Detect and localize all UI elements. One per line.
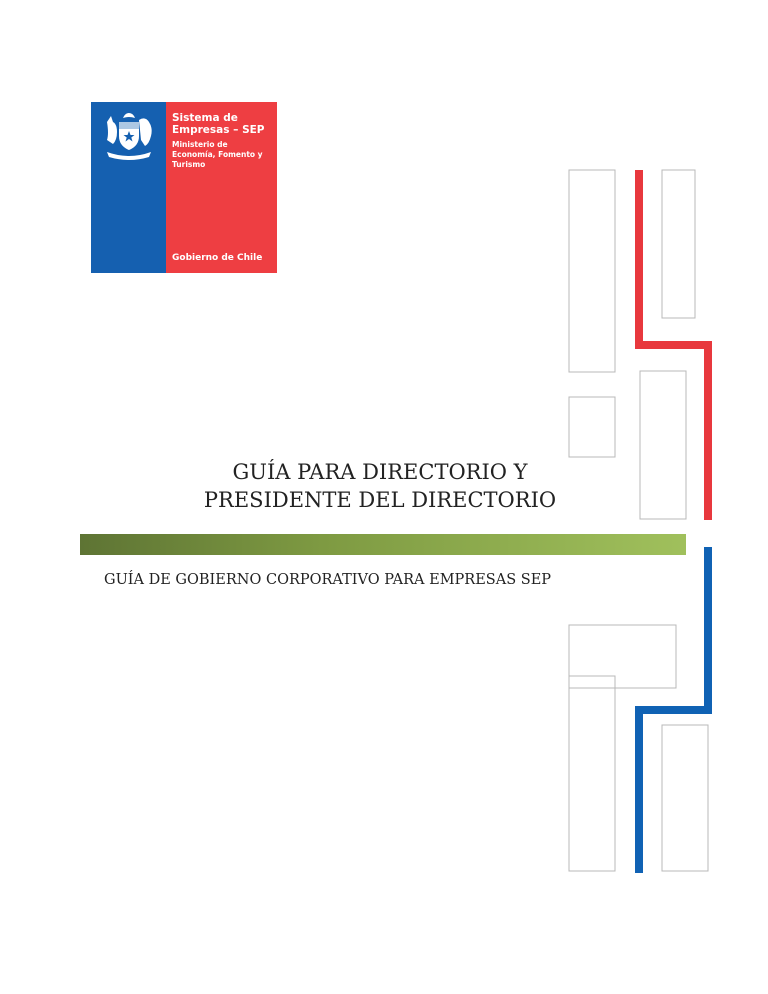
outline-box [569, 676, 615, 871]
logo-org-name: Sistema de Empresas – SEP [172, 112, 265, 136]
outline-box [569, 625, 676, 688]
title-line-1: GUÍA PARA DIRECTORIO Y [232, 460, 528, 484]
logo-ministry-name: Ministerio de Economía, Fomento y Turismo [172, 140, 263, 169]
document-title [150, 458, 610, 514]
red-accent-line [639, 170, 708, 520]
outline-box [569, 170, 615, 372]
title-line-2: PRESIDENTE DEL DIRECTORIO [203, 488, 557, 512]
logo-government-label: Gobierno de Chile [172, 253, 263, 263]
outline-box [640, 371, 686, 519]
outline-box [569, 397, 615, 457]
outline-box [662, 725, 708, 871]
outline-box [662, 170, 695, 318]
blue-accent-line [639, 547, 708, 873]
title-divider-bar [80, 534, 686, 555]
document-subtitle: GUÍA DE GOBIERNO CORPORATIVO PARA EMPRESAS SEP [104, 572, 552, 588]
